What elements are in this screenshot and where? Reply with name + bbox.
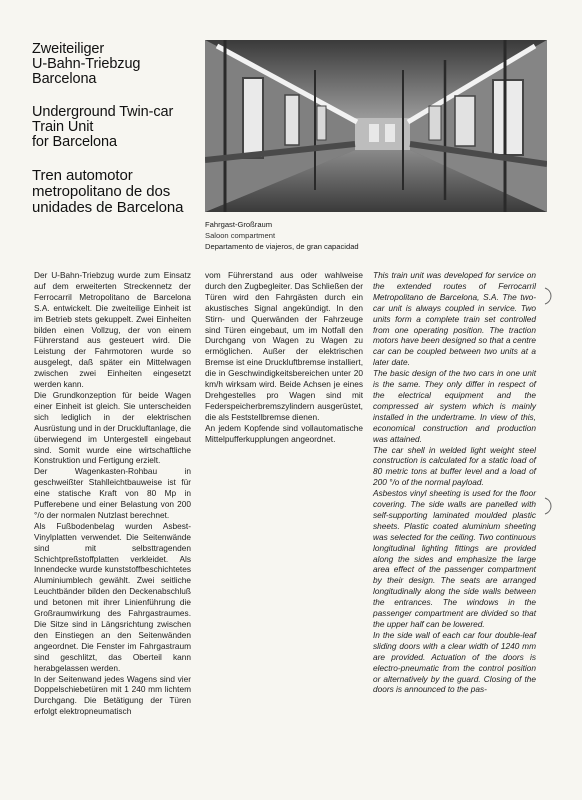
paragraph: An jedem Kopfende sind vollautomatische Mittelpufferkupplungen angeordnet. bbox=[205, 422, 363, 444]
column-german-continued bbox=[205, 270, 363, 445]
caption-english: Saloon compartment bbox=[205, 231, 276, 240]
paragraph: In der Seitenwand jedes Wagens sind vier Doppelschiebetüren mit 1 240 mm lichtem Durchgang. Die Betätigung der Türen erfolgt elektropneumatisch bbox=[34, 673, 191, 717]
paragraph: Asbestos vinyl sheeting is used for the floor covering. The side walls are panelled with self-supporting laminated moulded plastic sheets. Plastic coated aluminium sheeting was selected for the ceiling. Two continuous longitudinal lighting fittings are provided along the sides and emphasize the large area effect of the passenger compartment by their design. The seats are arranged longitudinally along the side walls between the entrances. The windows in the passenger compartment are divided so that the upper half can be lowered. bbox=[373, 488, 536, 629]
paragraph: Der Wagenkasten-Rohbau in geschweißter Stahlleichtbauweise ist für eine statische Kraft von 80 Mp in Pufferebene und einer Belastung von 200 °/o der normalen Nutzlast berechnet. bbox=[34, 466, 191, 520]
paragraph: vom Führerstand aus oder wahlweise durch den Zugbegleiter. Das Schließen der Türen wird den Fahrgästen durch ein akustisches Signal angekündigt. In den Stirn- und Querwänden der Fahrzeuge sind Türen eingebaut, um im Notfall den Durchgang von Wagen zu Wagen zu ermöglichen. Außer der elektrischen Bremse ist eine Druckluftbremse installiert, die in Geschwindigkeitsbereichen unter 20 km/h wirksam wird. Beide Achsen je eines Drehgestelles pro Wagen sind mit Federspeicherbremszylindern ausgerüstet, die als Feststellbremse dienen. bbox=[205, 270, 363, 422]
caption-german: Fahrgast-Großraum bbox=[205, 220, 273, 229]
paragraph: In the side wall of each car four double-leaf sliding doors with a clear width of 1240 mm are provided. Actuation of the doors is electro-pneumatic from the control position or alternatively by the guard. Closing of the doors is announced to the pas- bbox=[373, 629, 536, 695]
binding-hole-mark bbox=[544, 496, 554, 516]
column-english bbox=[373, 270, 536, 695]
title-group bbox=[32, 42, 212, 234]
paragraph: Als Fußbodenbelag wurden Asbest-Vinylplatten verwendet. Die Seitenwände sind mit selbsttragenden Schichtpreßstoffplatten verkleidet. Als Innendecke wurde kunststoffbeschichtetes Aluminiumblech gewählt. Zwei seitliche Leuchtbänder bilden den Deckenabschluß und betonen mit ihrer Linienführung die Großraumwirkung des Fahrgastraumes. Die Sitze sind in Längsrichtung zwischen den Einstiegen an den Seitenwänden angeordnet. Die Fenster im Fahrgastraum sind geschlitzt, das Oberteil kann herabgelassen werden. bbox=[34, 520, 191, 673]
paragraph: Der U-Bahn-Triebzug wurde zum Einsatz auf dem erweiterten Streckennetz der Ferrocarril Metropolitano de Barcelona S.A. entwickelt. Die zweiteilige Einheit ist im Betrieb stets gekuppelt. Zwei Einheiten bilden einen Vollzug, der von einem Führerstand aus gesteuert wird. Die Leistung der Fahrmotoren wurde so ausgelegt, daß später ein Mittelwagen zwischen zwei Einheiten eingesetzt werden kann. bbox=[34, 270, 191, 390]
photo-caption bbox=[205, 219, 547, 252]
paragraph: The basic design of the two cars in one unit is the same. They only differ in respect of the electrical equipment and the compressed air system which is mainly installed in the undertrame. In view of this, economical construction and production was attained. bbox=[373, 368, 536, 444]
column-german bbox=[34, 270, 191, 717]
paragraph: The car shell in welded light weight steel construction is calculated for a static load of 80 metric tons at buffer level and a load of 200 °/o of the normal payload. bbox=[373, 444, 536, 488]
paragraph: This train unit was developed for service on the extended routes of Ferrocarril Metropolitano de Barcelona, S.A. The two-car unit is always coupled in service. Two units form a complete train set controlled from one operating position. The traction motors have been designed so that a centre car can be coupled between two units at a later date. bbox=[373, 270, 536, 368]
title-german: Zweiteiliger U-Bahn-Triebzug Barcelona bbox=[32, 41, 141, 87]
title-english: Underground Twin-car Train Unit for Barcelona bbox=[32, 104, 174, 150]
saloon-compartment-photo bbox=[205, 40, 547, 212]
title-spanish: Tren automotor metropolitano de dos unidades de Barcelona bbox=[32, 167, 184, 216]
caption-spanish: Departamento de viajeros, de gran capacidad bbox=[205, 242, 359, 251]
paragraph: Die Grundkonzeption für beide Wagen einer Einheit ist gleich. Sie unterscheiden sich lediglich in der elektrischen Ausrüstung und in der Druckluftanlage, die überwiegend im Untergestell eingebaut sind. Somit wurde eine wirtschaftliche Konstruktion und Fertigung erzielt. bbox=[34, 389, 191, 466]
binding-hole-mark bbox=[544, 286, 554, 306]
